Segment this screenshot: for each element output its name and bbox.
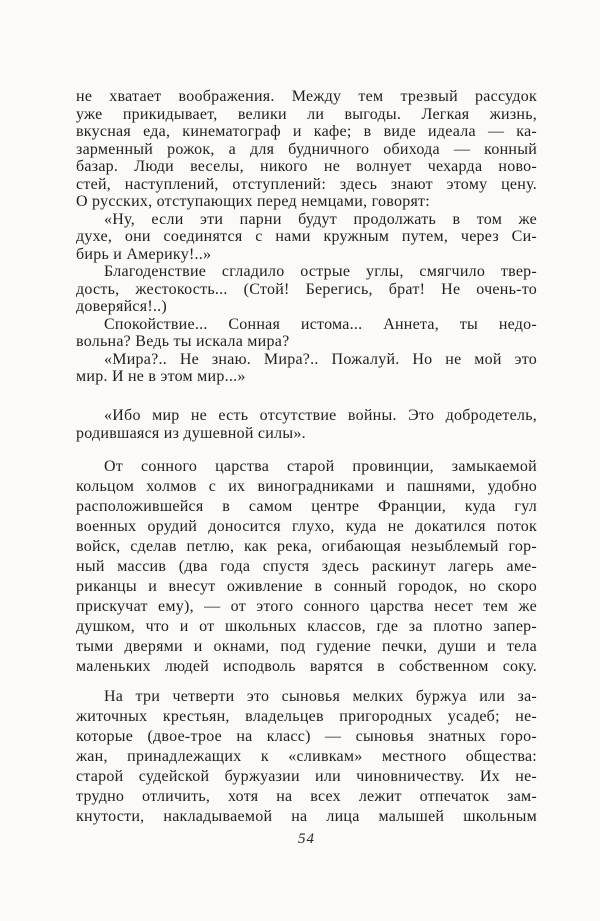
text-line: прискучат ему), — от этого сонного царства несет тем же	[76, 597, 537, 615]
text-line: бирь и Америку!..»	[76, 245, 212, 263]
text-line: родившаяся из душевной силы».	[76, 424, 306, 442]
text-line: уже прикидывает, велики ли выгоды. Легкая жизнь,	[76, 105, 537, 123]
text-line: стей, наступлений, отступлений: здесь знают этому цену.	[76, 175, 537, 193]
text-line: «Ну, если эти парни будут продолжать в том же	[104, 210, 537, 228]
text-block	[76, 88, 537, 827]
text-line: «Ибо мир не есть отсутствие войны. Это добродетель,	[104, 406, 537, 424]
text-line: «Мира?.. Не знаю. Мира?.. Пожалуй. Но не мой это	[104, 350, 537, 368]
text-line: военных орудий доносится глухо, куда не докатился поток	[76, 517, 537, 535]
text-line: От сонного царства старой провинции, замыкаемой	[104, 457, 537, 475]
text-line: трудно отличить, хотя на всех лежит отпечаток зам-	[76, 787, 537, 805]
text-line: О русских, отступающих перед немцами, говорят:	[76, 193, 430, 210]
text-line: душком, что и от школьных классов, где за плотно запер-	[76, 617, 537, 635]
text-line: мир. И не в этом мир...»	[76, 368, 246, 385]
paragraph-mira	[76, 351, 537, 386]
text-line: тыми дверями и окнами, под гудение печки, души и тела	[76, 637, 537, 655]
text-line: Спокойствие... Сонная истома... Аннета, ты недо-	[104, 315, 537, 333]
text-line: зарменный рожок, а для будничного обихода — конный	[76, 140, 537, 158]
paragraph-na-tri-chetverti	[76, 687, 537, 827]
text-line: житочных крестьян, владельцев пригородных усадеб; не-	[76, 707, 537, 725]
text-line: Благоденствие сгладило острые углы, смягчило твер-	[104, 263, 537, 280]
text-line: старой судейской буржуазии или чиновничеству. Их не-	[76, 767, 537, 785]
text-line: ный массив (два года спустя здесь раскинут лагерь аме-	[76, 557, 537, 575]
text-line: жан, принадлежащих к «сливкам» местного общества:	[76, 747, 537, 765]
page-number: 54	[298, 830, 315, 847]
text-line: вкусная еда, кинематограф и кафе; в виде идеала — ка-	[76, 123, 537, 140]
text-line: базар. Люди веселы, никого не волнует чехарда ново-	[76, 158, 537, 175]
text-line: вольна? Ведь ты искала мира?	[76, 333, 290, 350]
text-line: войск, сделав петлю, как река, огибающая незыблемый гор-	[76, 537, 537, 555]
text-line: духе, они соединятся с нами кружным путем, через Си-	[76, 228, 537, 245]
paragraph-blagodenstvie	[76, 263, 537, 316]
paragraph-quote-parni	[76, 211, 537, 264]
text-line: кольцом холмов с их виноградниками и пашнями, удобно	[76, 477, 537, 495]
text-line: маленьких людей исподволь варятся в собственном соку.	[76, 657, 537, 675]
text-line: которые (двое-трое на класс) — сыновья знатных горо-	[76, 727, 537, 745]
text-line: дость, жестокость... (Стой! Берегись, брат! Не очень-то	[76, 280, 537, 298]
text-line: не хватает воображения. Между тем трезвый рассудок	[76, 88, 537, 105]
text-line: На три четверти это сыновья мелких буржуа или за-	[104, 687, 537, 705]
paragraph-epigraph-ibo-mir	[76, 407, 537, 443]
text-line: риканцы и внесут оживление в сонный городок, но скоро	[76, 577, 537, 595]
paragraph-ot-sonnogo-tsarstva	[76, 457, 537, 677]
text-line: кнутости, накладываемой на лица малышей школьным	[76, 807, 537, 825]
text-line: расположившейся в самом центре Франции, куда гул	[76, 497, 537, 515]
text-line: доверяйся!..)	[76, 298, 167, 315]
paragraph-continuation	[76, 88, 537, 211]
paragraph-spokoystvie	[76, 316, 537, 351]
